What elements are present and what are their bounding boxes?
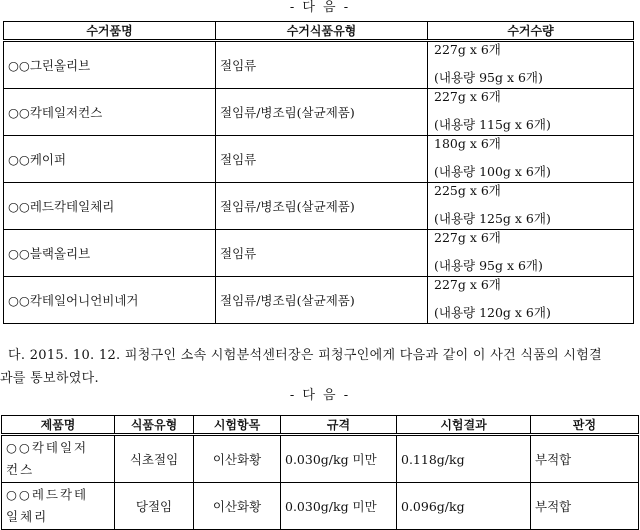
product-name: ○○레드칵테일체리 — [4, 183, 216, 230]
test-result: 0.118g/kg — [397, 435, 531, 483]
paragraph-line-1: 다. 2015. 10. 12. 피청구인 소속 시험분석센터장은 피청구인에게 다음과 같이 이 사건 식품의 시험결 — [8, 348, 602, 363]
verdict: 부적합 — [531, 435, 639, 483]
food-type: 절임류 — [216, 136, 428, 183]
product-name: ○○칵테일저컨스 — [4, 89, 216, 136]
food-type: 절임류 — [216, 230, 428, 277]
header-collected-qty: 수거수량 — [428, 22, 634, 41]
header-product-name: 제품명 — [2, 416, 115, 435]
header-test-item: 시험항목 — [194, 416, 281, 435]
table-row — [2, 483, 639, 530]
table-row — [4, 277, 634, 324]
product-name: ○○레드칵테 일체리 — [2, 483, 115, 530]
product-name: ○○블랙올리브 — [4, 230, 216, 277]
table-row — [4, 230, 634, 277]
food-type: 절임류/병조림(살균제품) — [216, 183, 428, 230]
notice-heading-top: - 다 음 - — [289, 0, 351, 15]
paragraph-line-2: 과를 통보하였다. — [0, 371, 99, 386]
collected-items-table — [3, 21, 634, 324]
header-verdict: 판정 — [531, 416, 639, 435]
test-results-table — [1, 415, 639, 530]
food-type: 절임류/병조림(살균제품) — [216, 277, 428, 324]
food-type: 당절임 — [115, 483, 194, 530]
product-name: ○○그린올리브 — [4, 41, 216, 89]
header-food-type: 식품유형 — [115, 416, 194, 435]
table-row — [4, 41, 634, 89]
table-row — [4, 136, 634, 183]
header-collected-name: 수거품명 — [4, 22, 216, 41]
table-row — [4, 89, 634, 136]
quantity: 227g x 6개 (내용량 95g x 6개) — [428, 230, 634, 277]
specification: 0.030g/kg 미만 — [281, 483, 397, 530]
table-header-row — [2, 416, 639, 435]
header-collected-type: 수거식품유형 — [216, 22, 428, 41]
specification: 0.030g/kg 미만 — [281, 435, 397, 483]
product-name: ○○칵테일어니언비네거 — [4, 277, 216, 324]
table-row — [4, 183, 634, 230]
notice-heading-bottom: - 다 음 - — [289, 388, 351, 403]
table-header-row — [4, 22, 634, 41]
quantity: 227g x 6개 (내용량 95g x 6개) — [428, 41, 634, 89]
quantity: 227g x 6개 (내용량 115g x 6개) — [428, 89, 634, 136]
quantity: 225g x 6개 (내용량 125g x 6개) — [428, 183, 634, 230]
product-name: ○○케이퍼 — [4, 136, 216, 183]
header-specification: 규격 — [281, 416, 397, 435]
quantity: 180g x 6개 (내용량 100g x 6개) — [428, 136, 634, 183]
food-type: 식초절임 — [115, 435, 194, 483]
header-test-result: 시험결과 — [397, 416, 531, 435]
food-type: 절임류/병조림(살균제품) — [216, 89, 428, 136]
test-item: 이산화황 — [194, 483, 281, 530]
table-row — [2, 435, 639, 483]
food-type: 절임류 — [216, 41, 428, 89]
product-name: ○○칵테일저 컨스 — [2, 435, 115, 483]
test-item: 이산화황 — [194, 435, 281, 483]
quantity: 227g x 6개 (내용량 120g x 6개) — [428, 277, 634, 324]
verdict: 부적합 — [531, 483, 639, 530]
test-result: 0.096g/kg — [397, 483, 531, 530]
